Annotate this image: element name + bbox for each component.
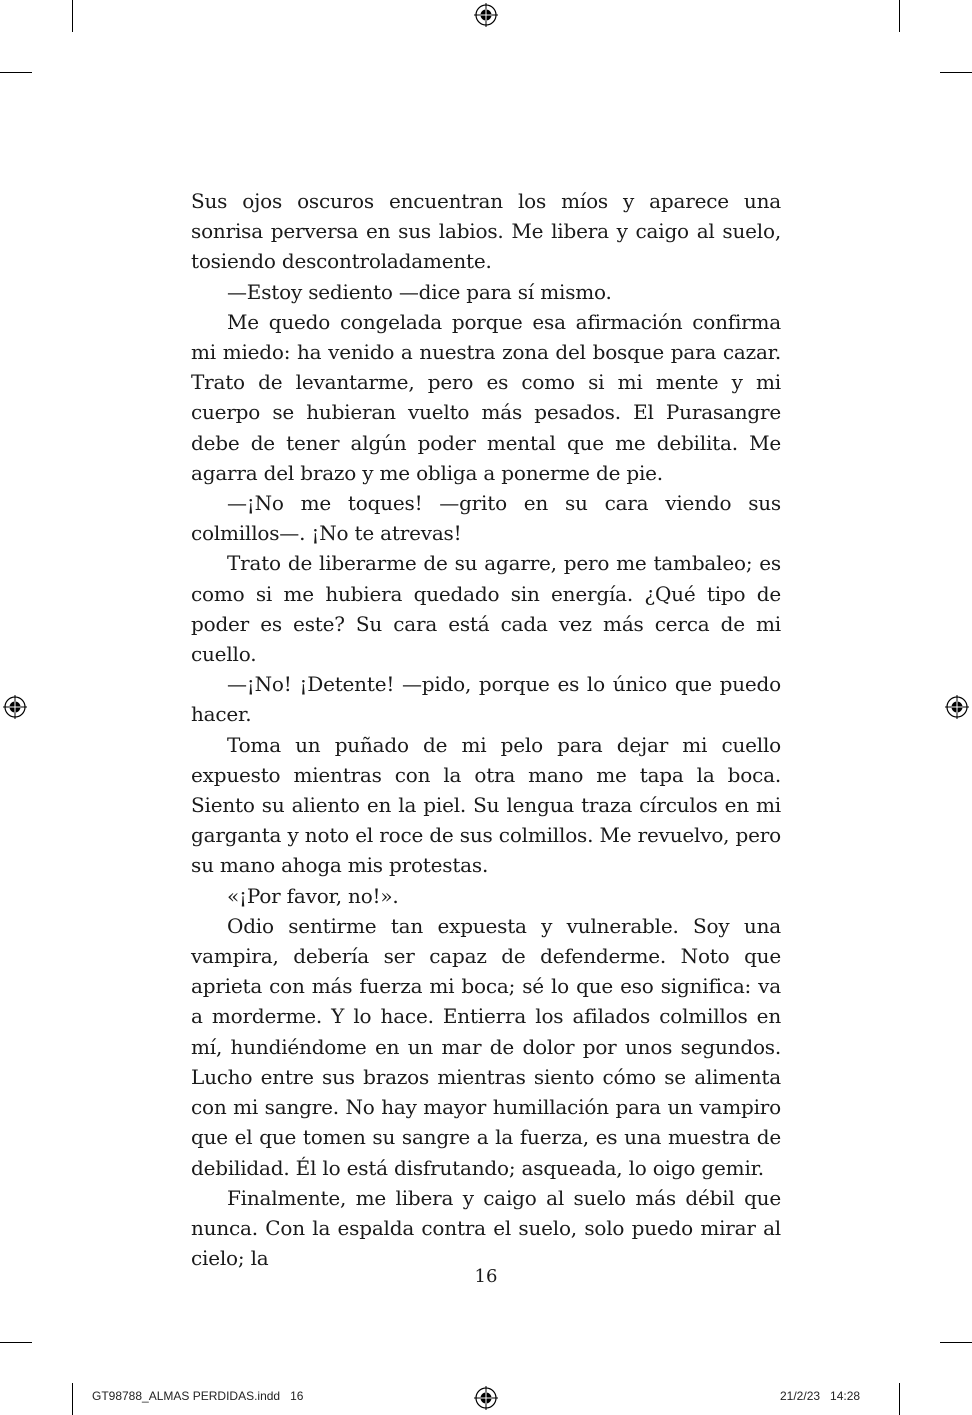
crop-mark-top-left-vertical bbox=[72, 0, 73, 32]
registration-target-icon bbox=[474, 1386, 498, 1410]
registration-target-icon bbox=[945, 695, 969, 719]
paragraph: Finalmente, me libera y caigo al suelo más débil que nunca. Con la espalda contra el suelo, solo puedo mirar al cielo; la bbox=[191, 1185, 781, 1271]
paragraph: —Estoy sediento —dice para sí mismo. bbox=[227, 279, 612, 304]
paragraph: —¡No me toques! —grito en su cara viendo sus colmillos—. ¡No te atrevas! bbox=[191, 491, 781, 546]
paragraph: Sus ojos oscuros encuentran los míos y aparece una sonrisa perversa en sus labios. Me libera y caigo al suelo, tosiendo descontroladamente. bbox=[191, 189, 781, 274]
slug-date: 21/2/23 14:28 bbox=[780, 1389, 861, 1403]
crop-mark-bottom-left-vertical bbox=[72, 1383, 73, 1415]
slug-filename: GT98788_ALMAS PERDIDAS.indd 16 bbox=[92, 1389, 304, 1403]
paragraph: Trato de liberarme de su agarre, pero me tambaleo; es como si me hubiera quedado sin energía. ¿Qué tipo de poder es este? Su cara está cada vez más cerca de mi cuello. bbox=[191, 551, 781, 667]
paragraph: —¡No! ¡Detente! —pido, porque es lo único que puedo hacer. bbox=[191, 672, 781, 727]
page-number: 16 bbox=[474, 1266, 498, 1287]
crop-mark-bottom-right-horizontal bbox=[940, 1342, 972, 1343]
crop-mark-top-right-horizontal bbox=[940, 72, 972, 73]
crop-mark-top-left-horizontal bbox=[0, 72, 32, 73]
crop-mark-bottom-right-vertical bbox=[899, 1383, 900, 1415]
registration-target-icon bbox=[474, 3, 498, 27]
paragraph: Me quedo congelada porque esa afirmación confirma mi miedo: ha venido a nuestra zona del bosque para cazar. Trato de levantarme, pero es como si mi mente y mi cuerpo se hubieran vuelto más pesados. El Purasangre debe de tener algún poder mental que me debilita. Me agarra del brazo y me obliga a ponerme de pie. bbox=[191, 309, 781, 485]
paragraph: Odio sentirme tan expuesta y vulnerable. Soy una vampira, debería ser capaz de defenderme. Noto que aprieta con más fuerza mi boca; sé lo que eso significa: va a morderme. Y lo hace. Entierra los afilados colmillos en mí, hundiéndome en un mar de dolor por unos segundos. Lucho entre sus brazos mientras siento cómo se alimenta con mi sangre. No hay mayor humillación para un vampiro que el que tomen su sangre a la fuerza, es una muestra de debilidad. Él lo está disfrutando; asqueada, lo oigo gemir. bbox=[191, 913, 781, 1180]
crop-mark-top-right-vertical bbox=[899, 0, 900, 32]
paragraph: Toma un puñado de mi pelo para dejar mi cuello expuesto mientras con la otra mano me tapa la boca. Siento su aliento en la piel. Su lengua traza círculos en mi garganta y noto el roce de sus colmillos. Me revuelvo, pero su mano ahoga mis protestas. bbox=[191, 732, 781, 878]
registration-target-icon bbox=[3, 695, 27, 719]
body-text bbox=[191, 186, 781, 1273]
crop-mark-bottom-left-horizontal bbox=[0, 1342, 32, 1343]
paragraph: «¡Por favor, no!». bbox=[227, 883, 399, 908]
